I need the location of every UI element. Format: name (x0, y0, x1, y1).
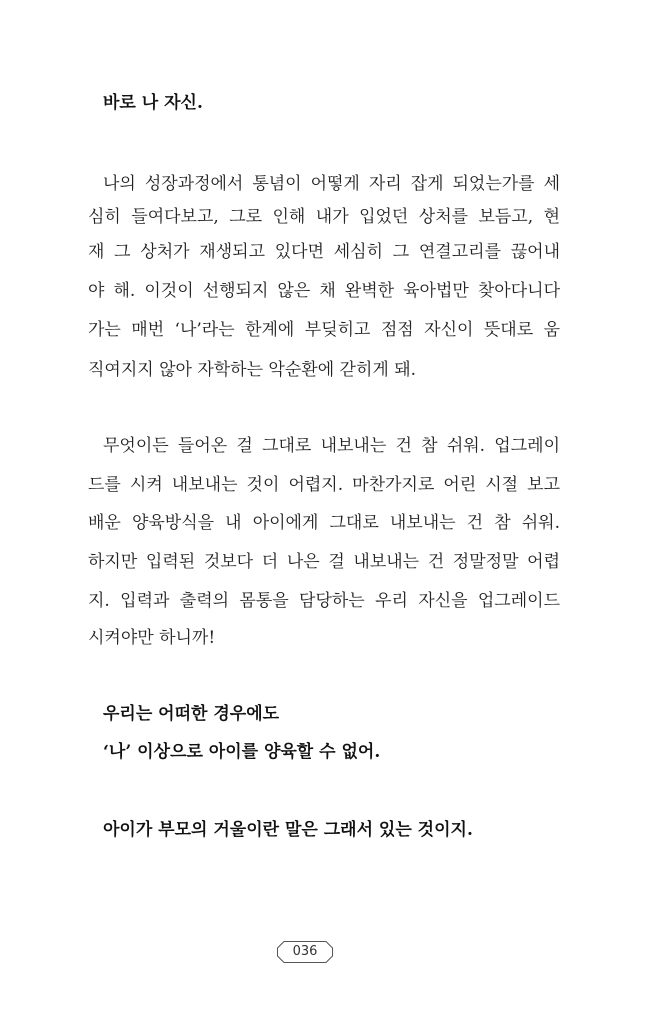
paragraph-line: 하지만 입력된 것보다 더 나은 걸 내보내는 건 정말정말 어렵 (88, 552, 560, 572)
paragraph-line: 배운 양육방식을 내 아이에게 그대로 내보내는 건 참 쉬워. (88, 513, 560, 533)
emphasis-line: ‘나’ 이상으로 아이를 양육할 수 없어. (103, 742, 381, 762)
page-number: 036 (292, 944, 318, 959)
paragraph-line: 나의 성장과정에서 통념이 어떻게 자리 잡게 되었는가를 세 (103, 174, 560, 194)
paragraph-line: 재 그 상처가 재생되고 있다면 세심히 그 연결고리를 끊어내 (88, 242, 560, 262)
paragraph-line: 야 해. 이것이 선행되지 않은 채 완벽한 육아법만 찾아다니다 (88, 281, 560, 301)
heading-line: 바로 나 자신. (103, 93, 203, 113)
closing-line: 아이가 부모의 거울이란 말은 그래서 있는 것이지. (103, 820, 473, 840)
emphasis-line: 우리는 어떠한 경우에도 (103, 704, 280, 724)
paragraph-line: 무엇이든 들어온 걸 그대로 내보내는 건 참 쉬워. 업그레이 (103, 436, 560, 456)
paragraph-line: 시켜야만 하니까! (88, 628, 216, 648)
paragraph-line: 드를 시켜 내보내는 것이 어렵지. 마찬가지로 어린 시절 보고 (88, 475, 560, 495)
page-number-badge (277, 941, 333, 963)
paragraph-line: 심히 들여다보고, 그로 인해 내가 입었던 상처를 보듬고, 현 (88, 207, 560, 227)
paragraph-line: 가는 매번 ‘나’라는 한계에 부딪히고 점점 자신이 뜻대로 움 (88, 320, 560, 340)
paragraph-line: 직여지지 않아 자학하는 악순환에 갇히게 돼. (88, 360, 417, 380)
paragraph-line: 지. 입력과 출력의 몸통을 담당하는 우리 자신을 업그레이드 (88, 591, 560, 611)
